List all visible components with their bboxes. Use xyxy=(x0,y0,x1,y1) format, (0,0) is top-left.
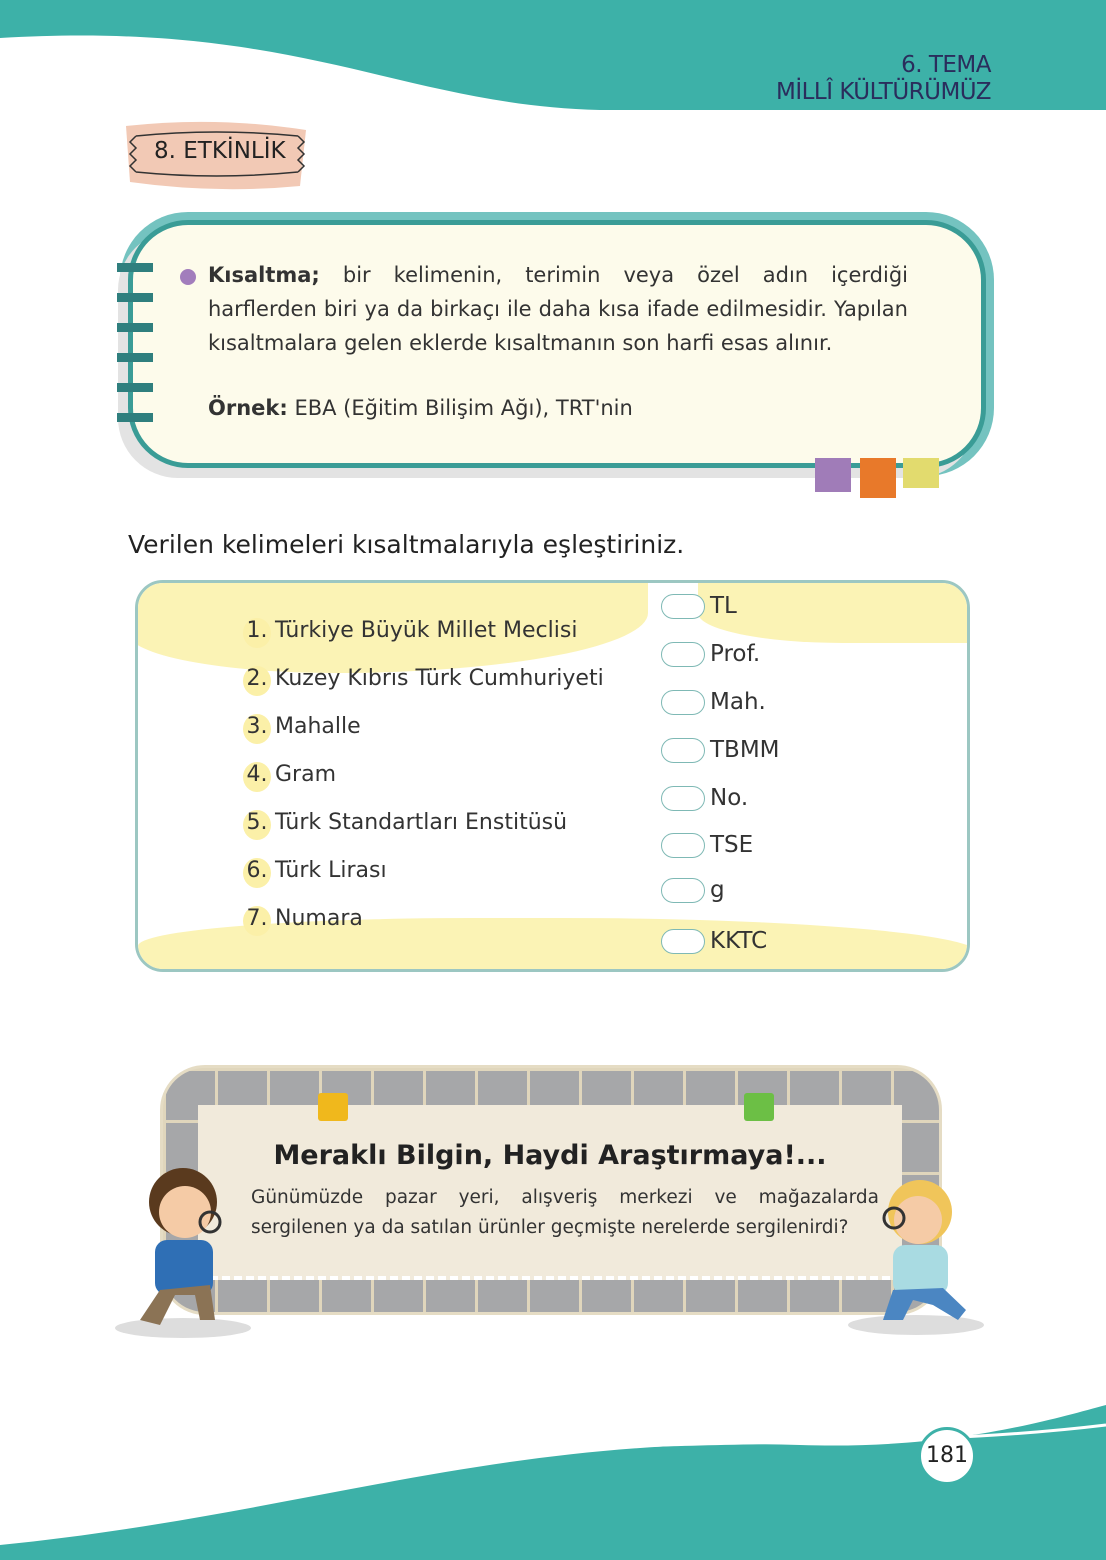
abbreviation-item: TBMM xyxy=(661,737,780,763)
page-number: 181 xyxy=(918,1427,976,1485)
answer-oval[interactable] xyxy=(661,642,705,667)
bullet-icon xyxy=(180,269,196,285)
answer-oval[interactable] xyxy=(661,878,705,903)
word-item: 2. Kuzey Kıbrıs Türk Cumhuriyeti xyxy=(243,666,604,696)
theme-number: 6. TEMA xyxy=(901,52,991,78)
answer-oval[interactable] xyxy=(661,738,705,763)
binder-clip-icon xyxy=(744,1093,774,1121)
answer-oval[interactable] xyxy=(661,929,705,954)
girl-with-magnifier-illustration xyxy=(848,1170,988,1335)
research-title: Meraklı Bilgin, Haydi Araştırmaya!... xyxy=(273,1140,827,1171)
answer-oval[interactable] xyxy=(661,833,705,858)
word-item: 6. Türk Lirası xyxy=(243,858,387,888)
abbreviation-item: g xyxy=(661,877,725,903)
definition-text: Kısaltma; bir kelimenin, terimin veya özel adın içerdiği harflerden biri ya da birkaçı ile daha kısa ifade edilmesidir. Yapılan kısaltmalara gelen eklerde kısaltmanın son harfi esas alınır. xyxy=(208,263,908,355)
abbreviation-item: KKTC xyxy=(661,928,767,954)
abbreviation-item: TL xyxy=(661,593,737,619)
binder-clip-icon xyxy=(318,1093,348,1121)
instruction: Verilen kelimeleri kısaltmalarıyla eşleştiriniz. xyxy=(128,530,685,559)
theme-header xyxy=(776,52,991,106)
activity-label: 8. ETKİNLİK xyxy=(154,138,286,164)
research-note xyxy=(198,1105,902,1280)
example-text: Örnek: EBA (Eğitim Bilişim Ağı), TRT'nin xyxy=(208,396,633,420)
abbreviation-item: No. xyxy=(661,785,748,811)
theme-title: MİLLÎ KÜLTÜRÜMÜZ xyxy=(775,79,991,105)
word-item: 7. Numara xyxy=(243,906,363,936)
orange-tab xyxy=(860,458,896,498)
yellow-tab xyxy=(903,458,939,488)
definition-box xyxy=(128,220,986,468)
answer-oval[interactable] xyxy=(661,786,705,811)
word-item: 3. Mahalle xyxy=(243,714,361,744)
word-item: 1. Türkiye Büyük Millet Meclisi xyxy=(243,618,577,648)
abbreviation-item: Mah. xyxy=(661,689,766,715)
research-text: Günümüzde pazar yeri, alışveriş merkezi ve mağazalarda sergilenen ya da satılan ürünler geçmişte nerelerde sergilenirdi? xyxy=(251,1187,879,1238)
answer-oval[interactable] xyxy=(661,690,705,715)
purple-tab xyxy=(815,458,851,492)
answer-oval[interactable] xyxy=(661,594,705,619)
word-item: 5. Türk Standartları Enstitüsü xyxy=(243,810,567,840)
abbreviation-item: TSE xyxy=(661,832,753,858)
matching-exercise xyxy=(135,580,970,972)
boy-with-magnifier-illustration xyxy=(115,1160,255,1340)
abbreviation-item: Prof. xyxy=(661,641,760,667)
activity-badge xyxy=(122,120,310,190)
word-item: 4. Gram xyxy=(243,762,336,792)
